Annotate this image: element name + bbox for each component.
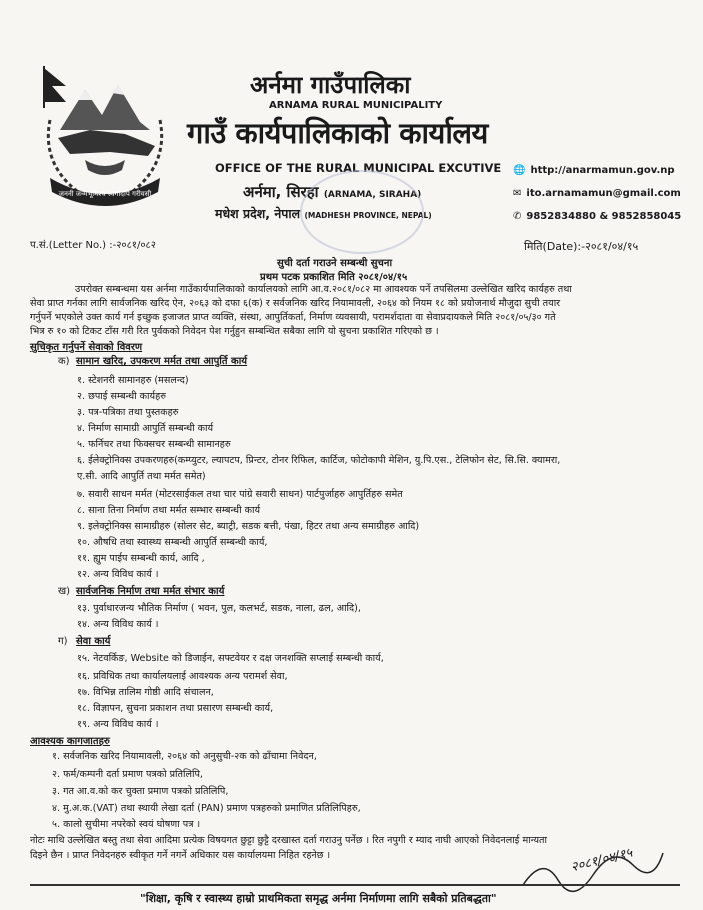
body-line: सेवा प्राप्त गर्नका लागि सार्वजनिक खरिद ऐन, २०६३ को दफा ६(क) र सर्वजनिक खरिद नियामावली, २०६४ को नियम १८ को प्रयोजनार्थ मौजुदा सुची तयार <box>30 298 561 309</box>
service-item: ७. सवारी साधन मर्मत (मोटरसाईकल तथा चार पांग्रे सवारी साधन) पार्टपुर्जाहरु आपुर्तिहरु समेत <box>77 489 403 500</box>
service-item: १९. अन्य विविध कार्य । <box>77 719 159 730</box>
service-item: ११. ह्युम पाईप सम्बन्धी कार्य, आदि , <box>77 553 205 564</box>
letter-number: प.सं.(Letter No.) :-२०८१/०८२ <box>30 240 156 251</box>
email-text: ito.arnamamun@gmail.com <box>526 188 681 199</box>
municipality-name-np: अर्नमा गाउँपालिका <box>250 70 411 99</box>
body-line: भित्र रु १० को टिकट टाँस गरी रित पुर्वकको निवेदन पेश गर्नुहुन सम्बन्धित सबैका लागि यो सुचना प्रकाशित गरिएको छ । <box>30 326 439 337</box>
service-item: २. छपाई सम्बन्धी कार्यहरु <box>77 391 166 402</box>
section-title-c: सेवा कार्य <box>76 636 111 647</box>
section-title-b: सार्वजनिक निर्माण तथा मर्मत संभार कार्य <box>76 586 225 597</box>
subject: सुची दर्ता गराउने सम्बन्धी सुचना <box>277 258 393 269</box>
office-name-en: OFFICE OF THE RURAL MUNICIPAL EXCUTIVE <box>215 161 502 175</box>
email-icon: ✉ <box>513 188 522 199</box>
svg-text:जननी जन्मभूमिश्च स्वर्गादपि गर: जननी जन्मभूमिश्च स्वर्गादपि गरीयसी <box>58 190 152 198</box>
service-item: ९. इलेक्ट्रोनिक्स सामाग्रीहरु (सोलर सेट, ब्याट्री, सडक बत्ती, पंखा, हिटर तथा अन्य समाग्रीहरु आदि) <box>77 521 420 532</box>
note-line: नोटः माथि उल्लेखित बस्तु तथा सेवा आदिमा प्रत्येक विषयगत छुट्टा छुट्टै दरखास्त दर्ता गराउनु पर्नेछ । रित नपुगी र म्याद नाघी आएको निवेदनलाई मान्यता <box>30 835 548 846</box>
phone-contact[interactable] <box>513 211 681 222</box>
section-label-a: क) <box>58 356 70 367</box>
municipality-emblem <box>30 60 180 210</box>
service-item: ४. निर्माण सामाग्री आपुर्ति सम्बन्धी कार्य <box>77 423 214 434</box>
section-label-c: ग) <box>58 636 68 647</box>
globe-icon: 🌐 <box>513 165 526 176</box>
municipality-name-en: ARNAMA RURAL MUNICIPALITY <box>269 100 443 111</box>
service-item: १. स्टेशनरी सामानहरु (मसलन्द) <box>77 375 189 386</box>
service-item: ५. फर्निचर तथा फिक्सचर सम्बन्धी सामानहरु <box>77 439 231 450</box>
subject-published-date: प्रथम पटक प्रकाशित मिति २०८१/०४/१५ <box>260 272 408 283</box>
email-contact[interactable] <box>513 188 681 199</box>
website-contact[interactable] <box>513 165 675 176</box>
service-item: १२. अन्य विविध कार्य । <box>77 569 159 580</box>
document-item: १. सर्वजनिक खरिद नियामावली, २०६४ को अनुसुची-२क को ढाँचामा निवेदन, <box>52 751 317 762</box>
service-item: ६. ईलेक्ट्रोनिक्स उपकरणहरु(कम्प्युटर, ल्यापटप, प्रिन्टर, टोनर रिफिल, कार्टिज, फोटोकापी मेशिन, यु.पि.एस., टेलिफोन सेट, सि.सि. क्यामरा, <box>77 455 561 466</box>
signature-icon <box>513 845 673 895</box>
services-heading: सुचिकृत गर्नुपर्ने सेवाको विवरण <box>30 342 143 353</box>
service-item: १८. विज्ञापन, सुचना प्रकाशन तथा प्रसारण सम्बन्धी कार्य, <box>77 703 274 714</box>
document-item: ५. कालो सुचीमा नपरेको स्वयं घोषणा पत्र । <box>52 819 201 830</box>
body-line: उपरोक्त सम्बन्धमा यस अर्नमा गाउँकार्यपालिकाको कार्यालयको लागि आ.व.२०८१/०८२ मा आवश्यक पर्ने तपसिलमा उल्लेखित खरिद कार्यहरु तथा <box>75 284 572 295</box>
office-stamp <box>300 170 424 254</box>
signature-date: २०८१/०४/१५ <box>569 845 635 876</box>
document-item: ३. गत आ.व.को कर चुक्ता प्रमाण पत्रको प्रतिलिपि, <box>52 786 229 797</box>
address-np: अर्नमा, सिरहा <box>243 183 319 201</box>
letter-date: मिति(Date):-२०८१/०४/१५ <box>524 240 639 253</box>
province-np: मधेश प्रदेश, नेपाल <box>215 206 301 221</box>
service-item: ८. साना तिना निर्माण तथा मर्मत सम्भार सम्बन्धी कार्य <box>77 505 261 516</box>
note-line: दिइने छैन । प्राप्त निवेदनहरु स्वीकृत गर्ने नगर्ने अधिकार यस कार्यालयमा निहित रहनेछ । <box>30 850 331 861</box>
service-item: १५. नेटवर्किङ, Website को डिजाईन, सफ्टवेयर र दक्ष जनशक्ति सप्लाई सम्बन्धी कार्य, <box>77 653 384 664</box>
service-item: १७. विभिन्न तालिम गोष्ठी आदि संचालन, <box>77 687 214 698</box>
service-item: १३. पुर्वाधारजन्य भौतिक निर्माण ( भवन, पुल, कलभर्ट, सडक, नाला, ढल, आदि), <box>77 603 361 614</box>
footer-slogan: "शिक्षा, कृषि र स्वास्थ्य हाम्रो प्राथमिकता समृद्ध अर्नमा निर्माणमा लागि सबैको प्रतिबद्धता" <box>140 892 497 905</box>
phone-text: 9852834880 & 9852858045 <box>526 211 682 222</box>
body-paragraph <box>30 283 675 339</box>
documents-heading: आवश्यक कागजातहरु <box>30 736 110 747</box>
service-item: १४. अन्य विविध कार्य । <box>77 619 159 630</box>
service-item: १०. औषधि तथा स्वास्थ्य सम्बन्धी आपुर्ति सम्बन्धी कार्य, <box>77 537 268 548</box>
section-title-a: सामान खरिद, उपकरण मर्मत तथा आपुर्ति कार्य <box>76 356 248 367</box>
service-item: ३. पत्र-पत्रिका तथा पुस्तकहरु <box>77 407 179 418</box>
office-name-np: गाउँ कार्यपालिकाको कार्यालय <box>187 116 488 150</box>
document-item: ४. मु.अ.क.(VAT) तथा स्थायी लेखा दर्ता (PAN) प्रमाण पत्रहरुको प्रमाणित प्रतिलिपिहरु, <box>52 803 361 814</box>
website-text: http://anarmamun.gov.np <box>530 165 675 176</box>
footer-divider <box>30 884 680 886</box>
body-line: गर्नुपर्ने भएकोले उक्त कार्य गर्न इच्छुक इजाजत प्राप्त व्यक्ति, संस्था, आपुर्तिकर्ता, निर्माण व्यवसायी, परामर्शदाता वा सेवाप्रदायकले मिति २०८१/०५/३० गते <box>30 312 556 323</box>
document-item: २. फर्म/कम्पनी दर्ता प्रमाण पत्रको प्रतिलिपि, <box>52 769 203 780</box>
province-en: (MADHESH PROVINCE, NEPAL) <box>304 211 432 220</box>
service-item: १६. प्रविधिक तथा कार्यालयलाई आवश्यक अन्य परामर्श सेवा, <box>77 671 288 682</box>
service-item: ए.सी. आदि आपुर्ति तथा मर्मत समेत) <box>77 471 206 482</box>
section-label-b: ख) <box>58 586 71 597</box>
address-en: (ARNAMA, SIRAHA) <box>323 190 422 200</box>
phone-icon: ✆ <box>513 211 522 222</box>
